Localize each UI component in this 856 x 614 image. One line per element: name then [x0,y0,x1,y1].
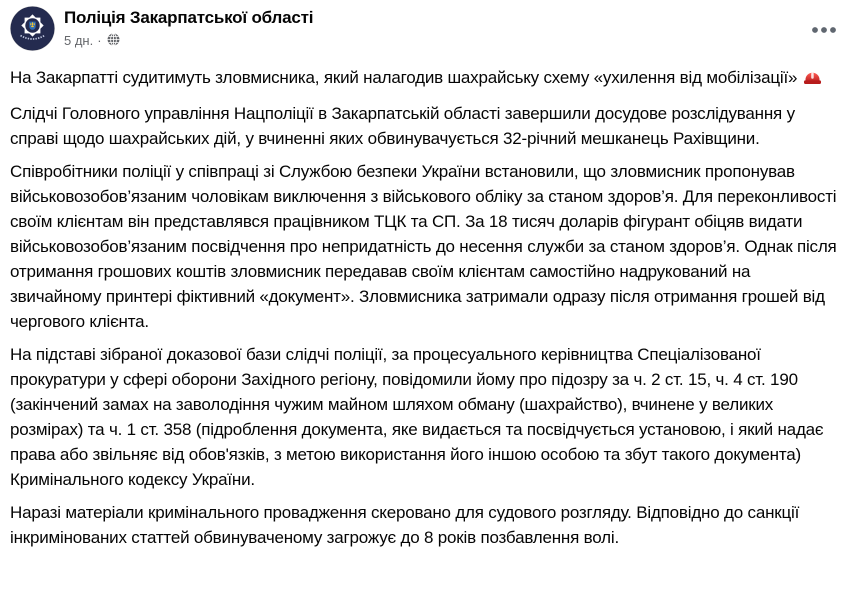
meta-separator: · [97,33,102,48]
post-paragraph: На підставі зібраної доказової бази слідчі поліції, за процесуального керівництва Спеціалізованої прокуратури у сфері оборони Західного регіону, повідомили йому про підозру за ч. 2 ст. 15, ч. 4 ст. 190 (закінчений замах на заволодіння чужим майном шляхом обману (шахрайство), вчинене у великих розмірах) та ч. 1 ст. 358 (підроблення документа, яке видається та посвідчується установою, і який надає права або звільняє від обов'язків, з метою використання його іншою особою та збут такого документа) Кримінального кодексу України. [10,345,824,489]
three-dots-icon [811,26,837,34]
police-badge-icon [10,6,55,51]
post-meta [64,32,313,50]
post-paragraph [10,65,846,93]
post-paragraph: Наразі матеріали кримінального провадження скеровано для судового розгляду. Відповідно до санкції інкримінованих статтей обвинуваченому загрожує до 8 років позбавлення волі. [10,503,800,547]
more-options-button[interactable] [806,18,842,42]
post-paragraph-text: На Закарпатті судитимуть зловмисника, який налагодив шахрайську схему «ухилення від мобілізації» [10,68,798,87]
page-avatar[interactable] [10,6,55,51]
privacy-public-globe-icon [107,33,120,50]
post-timestamp-link[interactable]: 5 дн. [64,33,94,48]
page-name-link[interactable]: Поліція Закарпатської області [64,8,314,27]
post-paragraph: Слідчі Головного управління Нацполіції в Закарпатській області завершили досудове розслідування у справі щодо шахрайських дій, у вчиненні яких обвинувачується 32-річний мешканець Рахівщини. [10,104,795,148]
header-text [64,6,313,50]
post-paragraph: Співробітники поліції у співпраці зі Службою безпеки України встановили, що зловмисник пропонував військовозобов’язаним чоловікам виключення з військового обліку за станом здоров’я. Для переконливості своїм клієнтам він представлявся працівником ТЦК та СП. За 18 тисяч доларів фігурант обіцяв видати військовозобов’язаним посвідчення про непридатність до несення служби за станом здоров’я. Однак після отримання грошових коштів зловмисник передавав своїм клієнтам самостійно надрукований на звичайному принтері фіктивний «документ». Зловмисника затримали одразу після отримання грошей від чергового клієнта. [10,162,837,331]
post-header [0,0,856,51]
post-content [0,51,856,550]
police-light-emoji [802,66,823,93]
